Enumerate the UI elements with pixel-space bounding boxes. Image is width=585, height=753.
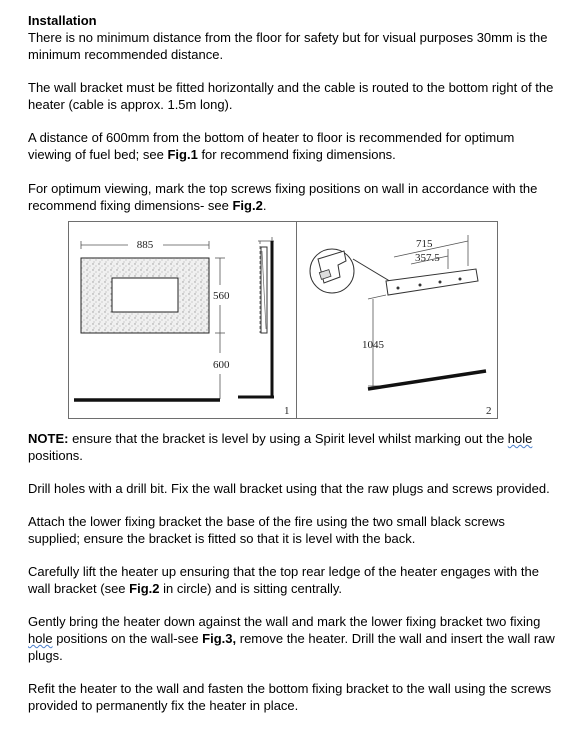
paragraph-refit-heater: Refit the heater to the wall and fasten the bottom fixing bracket to the wall using the screws provided to permanently fix the heater in place.: [28, 681, 552, 713]
fig1-number: 1: [284, 405, 290, 417]
section-title: Installation: [28, 13, 97, 28]
p8-text-end: remove the heater. Drill the wall and insert the wall raw plugs.: [28, 631, 555, 663]
dim-floor-label: 600: [213, 359, 230, 371]
note-text: ensure that the bracket is level by using a Spirit level whilst marking out the: [68, 431, 508, 446]
fig3-ref: Fig.3,: [202, 631, 237, 646]
fig1-front-view: [74, 239, 230, 400]
paragraph-lower-bracket: Attach the lower fixing bracket the base of the fire using the two small black screws supplied; ensure the bracket is fitted so that it is level with the back.: [28, 514, 505, 546]
fig2-floor-line: [368, 371, 486, 389]
fig2-ref: Fig.2: [232, 198, 263, 213]
p8-text-mid: positions on the wall-see: [52, 631, 203, 646]
paragraph-fig2-reference: [28, 180, 558, 214]
paragraph-lift-heater: [28, 563, 558, 597]
installation-diagram: [68, 221, 498, 419]
dim-fig2-height-label: 1045: [362, 339, 384, 351]
note-paragraph: [28, 430, 558, 464]
dim-span-label: 715: [416, 238, 433, 250]
fig2-ref-2: Fig.2: [129, 581, 160, 596]
wall-bracket: [386, 269, 478, 295]
p3-text-end: for recommend fixing dimensions.: [197, 147, 396, 162]
spellcheck-word-2: hole: [28, 631, 53, 646]
fig2-bracket-view: [310, 235, 492, 417]
paragraph-fig1-reference: [28, 129, 558, 163]
dim-half-span-label: 357.5: [415, 252, 440, 264]
dim-width-label: 885: [136, 239, 154, 251]
note-label: NOTE:: [28, 431, 69, 446]
note-text-end: positions.: [28, 448, 83, 463]
p7-text-end: in circle) and is sitting centrally.: [159, 581, 343, 596]
p4-text: For optimum viewing, mark the top screws fixing positions on wall in accordance with the recommend fixing dimensions- see: [28, 181, 538, 213]
p8-text: Gently bring the heater down against the wall and mark the lower fixing bracket two fixing: [28, 614, 541, 629]
spellcheck-word: hole: [507, 431, 533, 446]
fig1-ref: Fig.1: [167, 147, 198, 162]
p4-text-end: .: [262, 198, 267, 213]
heater-window: [112, 278, 178, 312]
paragraph-drill-holes: Drill holes with a drill bit. Fix the wall bracket using that the raw plugs and screws provided.: [28, 481, 550, 496]
paragraph-floor-distance: There is no minimum distance from the floor for safety but for visual purposes 30mm is the minimum recommended distance.: [28, 30, 548, 62]
fig1-side-view: [238, 237, 290, 417]
p3-text: A distance of 600mm from the bottom of heater to floor is recommended for optimum viewing of fuel bed; see: [28, 130, 515, 162]
fig2-number: 2: [486, 405, 492, 417]
p7-text: Carefully lift the heater up ensuring that the top rear ledge of the heater engages with the wall bracket (see: [28, 564, 539, 596]
paragraph-wall-bracket: The wall bracket must be fitted horizontally and the cable is routed to the bottom right of the heater (cable is approx. 1.5m long).: [28, 80, 554, 112]
dim-height-label: 560: [213, 290, 230, 302]
paragraph-mark-holes: [28, 613, 558, 664]
